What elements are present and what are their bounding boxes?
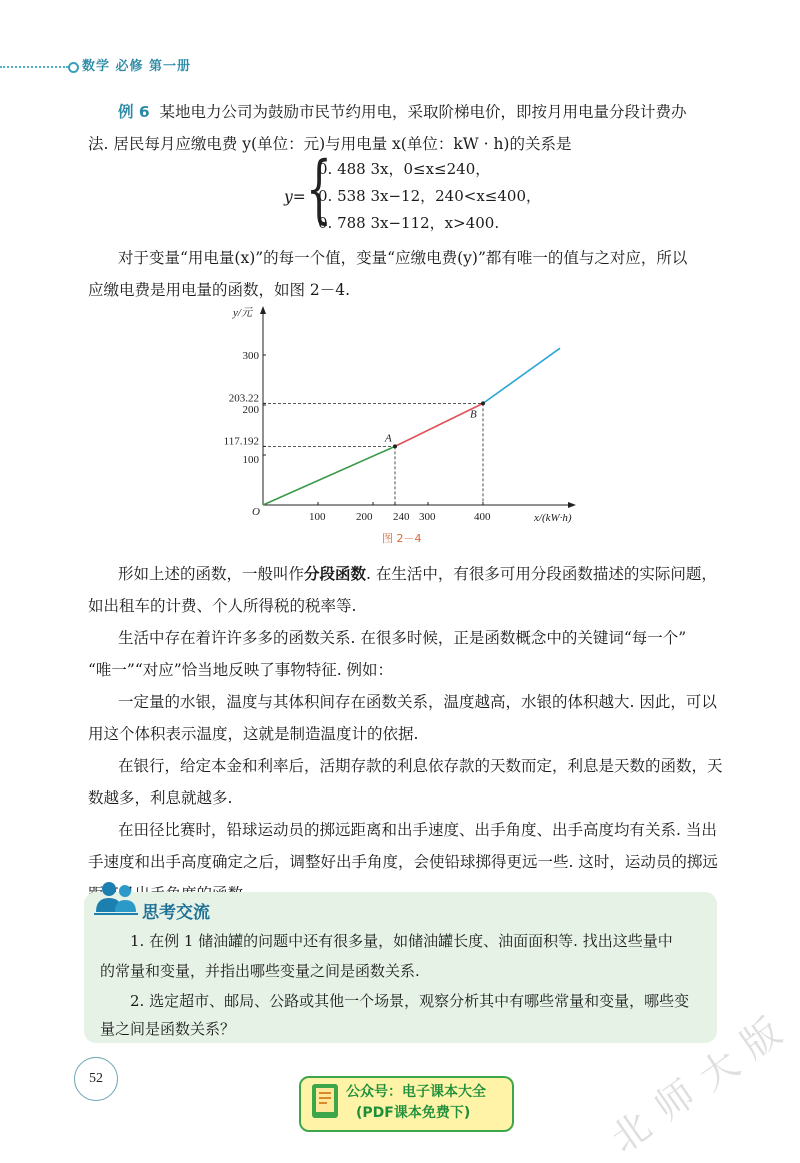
- paragraph-5-line-1: 在田径比赛时，铅球运动员的掷远距离和出手速度、出手角度、出手高度均有关系. 当出: [118, 821, 717, 839]
- think-question-1-line-1: 1. 在例 1 储油罐的问题中还有很多量，如储油罐长度、油面面积等. 找出这些量中: [130, 932, 673, 950]
- watermark-char: 大: [690, 1041, 748, 1100]
- x-axis-label: x/(kW·h): [534, 512, 572, 524]
- book-icon: [310, 1082, 340, 1122]
- x-axis-arrow: [568, 502, 576, 508]
- paragraph-2-line-2: “唯一”“对应”恰当地反映了事物特征. 例如：: [88, 661, 394, 679]
- series-segment-3: [483, 348, 560, 403]
- term-piecewise-function: 分段函数: [304, 565, 367, 583]
- y-tick-label: 200: [242, 404, 259, 416]
- paragraph-3-line-1: 一定量的水银，温度与其体积间存在函数关系，温度越高，水银的体积越大. 因此，可以: [118, 693, 717, 711]
- paragraph-2-line-1: 生活中存在着许许多多的函数关系. 在很多时候，正是函数概念中的关键词“每一个”: [118, 629, 687, 647]
- origin-label: O: [252, 506, 260, 518]
- example-line-4: 应缴电费是用电量的函数，如图 2－4.: [88, 281, 351, 299]
- x-tick-label: 200: [356, 511, 373, 523]
- badge-line-2: (PDF课本免费下): [356, 1105, 471, 1121]
- people-icon: [94, 880, 140, 916]
- watermark-char: 师: [646, 1071, 704, 1130]
- series-segment-1: [263, 446, 395, 505]
- watermark-char: 北: [602, 1103, 660, 1162]
- y-tick-label: 117.192: [223, 435, 259, 448]
- paragraph-5-line-2: 手速度和出手高度确定之后，调整好出手角度，会使铅球掷得更远一些. 这时，运动员的掷远: [88, 853, 718, 871]
- running-header: 数学 必修 第一册: [82, 59, 192, 74]
- y-axis-label: y/元: [233, 307, 252, 319]
- piecewise-brace: {: [306, 146, 332, 232]
- think-question-2-line-2: 量之间是函数关系？: [100, 1020, 236, 1038]
- x-tick-label: 100: [309, 511, 326, 523]
- header-bullet: [68, 62, 79, 73]
- piecewise-case-1: 0. 488 3x，0≤x≤240，: [318, 160, 491, 178]
- point-B: [481, 401, 485, 405]
- paragraph-4-line-2: 数越多，利息就越多.: [88, 789, 233, 807]
- example-line-2: 法. 居民每月应缴电费 y(单位：元)与用电量 x(单位：kW · h)的关系是: [88, 135, 572, 153]
- watermark-char: 版: [732, 1009, 790, 1068]
- paragraph-1-text-a: 形如上述的函数，一般叫作: [118, 565, 305, 583]
- figure-2-4-chart: [200, 300, 600, 550]
- piecewise-y-label: y=: [284, 188, 306, 206]
- paragraph-1-line-2: 如出租车的计费、个人所得税的税率等.: [88, 597, 357, 615]
- example-line-1: [118, 96, 687, 128]
- example-label: 例 6: [118, 103, 150, 121]
- y-tick-label: 100: [242, 454, 259, 466]
- paragraph-4-line-1: 在银行，给定本金和利率后，活期存款的利息依存款的天数而定，利息是天数的函数，天: [118, 757, 723, 775]
- point-label-B: B: [470, 408, 477, 421]
- example-text-1: 某地电力公司为鼓励市民节约用电，采取阶梯电价，即按月用电量分段计费办: [159, 103, 687, 121]
- paragraph-1-line-1: [118, 558, 717, 590]
- badge-line-1: 公众号：电子课本大全: [346, 1084, 486, 1100]
- header-dotted-rule: [0, 66, 68, 68]
- point-A: [393, 444, 397, 448]
- y-axis-arrow: [260, 306, 266, 314]
- publisher-watermark: [592, 1009, 792, 1162]
- y-tick-label: 203.22: [228, 392, 259, 405]
- paragraph-3-line-2: 用这个体积表示温度，这就是制造温度计的依据.: [88, 725, 419, 743]
- think-question-1-line-2: 的常量和变量，并指出哪些变量之间是函数关系.: [100, 962, 420, 980]
- figure-caption: 图 2－4: [382, 532, 422, 545]
- x-tick-label: 400: [474, 511, 491, 523]
- x-tick-label: 240: [393, 511, 410, 523]
- think-discuss-title: 思考交流: [142, 903, 210, 923]
- example-line-3: 对于变量“用电量(x)”的每一个值，变量“应缴电费(y)”都有唯一的值与之对应，所以: [118, 249, 688, 267]
- page-number: 52: [74, 1057, 118, 1101]
- y-tick-label: 300: [242, 350, 259, 362]
- paragraph-1-text-b: . 在生活中，有很多可用分段函数描述的实际问题，: [366, 565, 717, 583]
- piecewise-case-3: 0. 788 3x−112，x>400.: [318, 214, 500, 232]
- think-question-2-line-1: 2. 选定超市、邮局、公路或其他一个场景，观察分析其中有哪些常量和变量，哪些变: [130, 992, 690, 1010]
- piecewise-case-2: 0. 538 3x−12，240<x≤400，: [318, 187, 541, 205]
- point-label-A: A: [385, 432, 392, 445]
- x-tick-label: 300: [419, 511, 436, 523]
